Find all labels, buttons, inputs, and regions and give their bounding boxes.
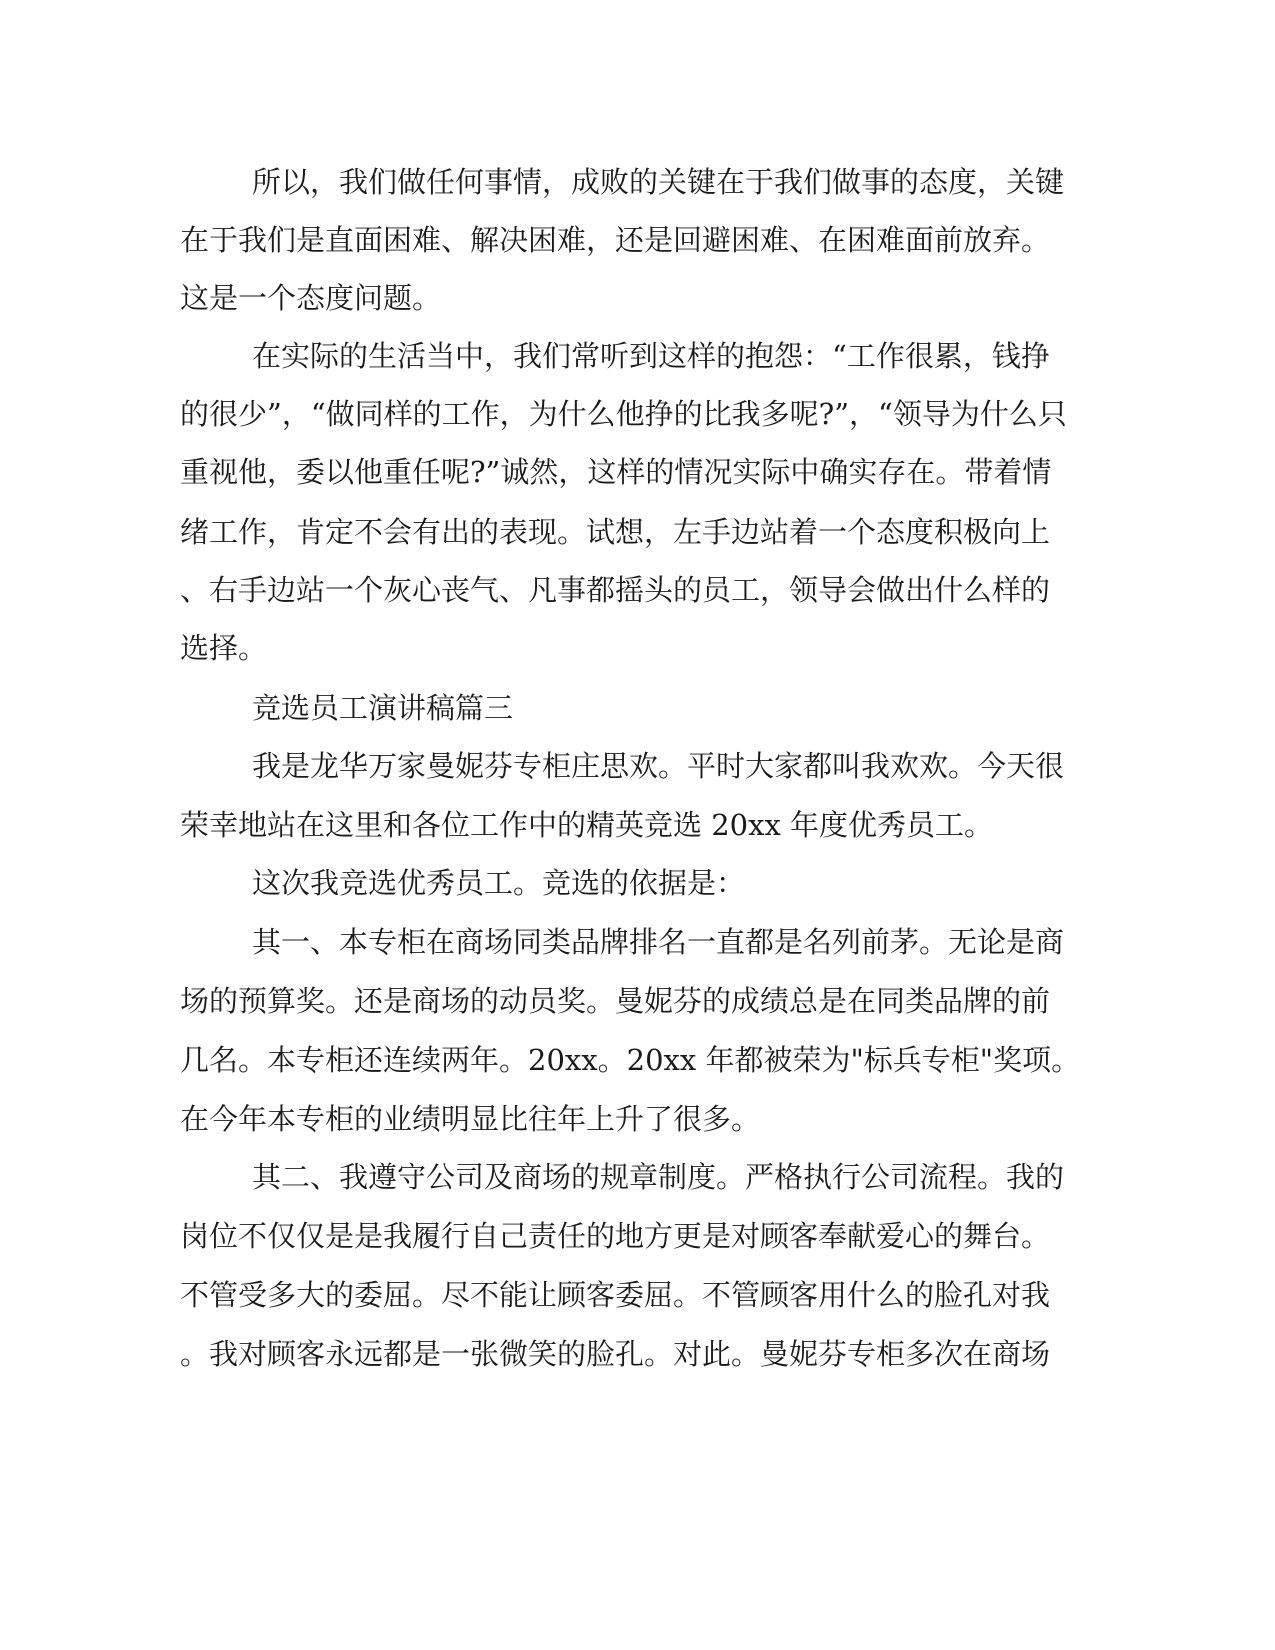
paragraph-2-line-6: 选择。 — [180, 631, 268, 665]
paragraph-6-line-1: 其二、我遵守公司及商场的规章制度。严格执行公司流程。我的 — [252, 1160, 1065, 1194]
paragraph-5-line-2: 场的预算奖。还是商场的动员奖。曼妮芬的成绩总是在同类品牌的前 — [180, 984, 1051, 1018]
paragraph-5-line-1: 其一、本专柜在商场同类品牌排名一直都是名列前茅。无论是商 — [252, 925, 1065, 959]
paragraph-1-line-1: 所以，我们做任何事情，成败的关键在于我们做事的态度，关键 — [252, 165, 1065, 199]
paragraph-2-line-4: 绪工作，肯定不会有出的表现。试想，左手边站着一个态度积极向上 — [180, 515, 1051, 549]
paragraph-6-line-3: 不管受多大的委屈。尽不能让顾客委屈。不管顾客用什么的脸孔对我 — [180, 1278, 1051, 1312]
paragraph-5-line-4: 在今年本专柜的业绩明显比往年上升了很多。 — [180, 1102, 761, 1136]
paragraph-3-line-2: 荣幸地站在这里和各位工作中的精英竞选 20xx 年度优秀员工。 — [180, 808, 994, 842]
paragraph-1-line-2: 在于我们是直面困难、解决困难，还是回避困难、在困难面前放弃。 — [180, 223, 1051, 257]
paragraph-3-line-1: 我是龙华万家曼妮芬专柜庄思欢。平时大家都叫我欢欢。今天很 — [252, 749, 1065, 783]
paragraph-4-line-1: 这次我竞选优秀员工。竞选的依据是： — [252, 866, 746, 900]
paragraph-2-line-3: 重视他，委以他重任呢?”诚然，这样的情况实际中确实存在。带着情 — [180, 455, 1052, 489]
section-heading: 竞选员工演讲稿篇三 — [252, 691, 514, 725]
paragraph-6-line-2: 岗位不仅仅是是我履行自己责任的地方更是对顾客奉献爱心的舞台。 — [180, 1219, 1051, 1253]
paragraph-6-line-4: 。我对顾客永远都是一张微笑的脸孔。对此。曼妮芬专柜多次在商场 — [180, 1337, 1051, 1371]
paragraph-2-line-2: 的很少”，“做同样的工作，为什么他挣的比我多呢?”，“领导为什么只 — [180, 397, 1067, 431]
paragraph-5-line-3: 几名。本专柜还连续两年。20xx。20xx 年都被荣为"标兵专柜"奖项。 — [180, 1043, 1081, 1077]
paragraph-1-line-3: 这是一个态度问题。 — [180, 281, 442, 315]
paragraph-2-line-1: 在实际的生活当中，我们常听到这样的抱怨：“工作很累，钱挣 — [252, 339, 1050, 373]
paragraph-2-line-5: 、右手边站一个灰心丧气、凡事都摇头的员工，领导会做出什么样的 — [180, 573, 1051, 607]
